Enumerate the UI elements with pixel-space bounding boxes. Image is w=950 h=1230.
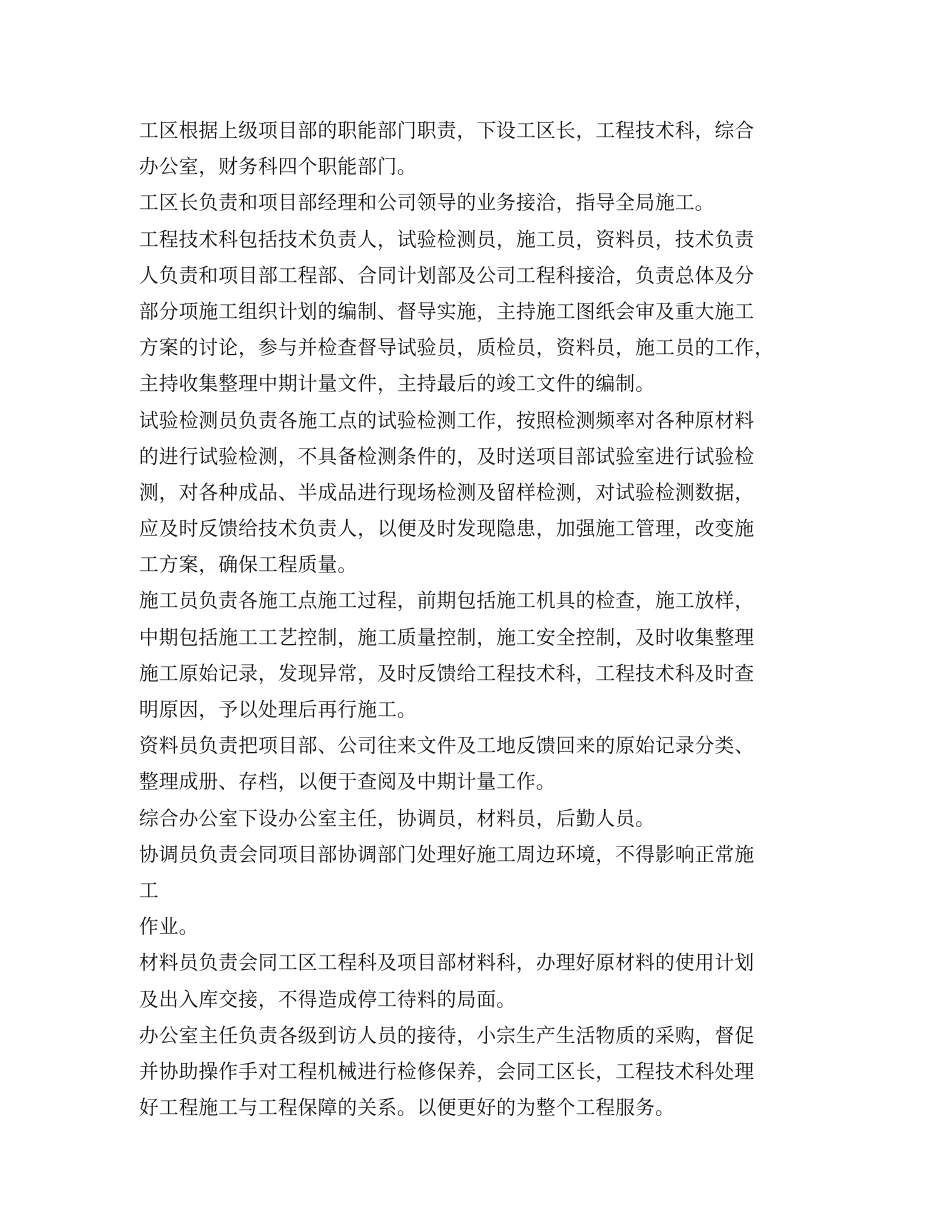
text-line: 并协助操作手对工程机械进行检修保养，会同工区长，工程技术科处理 (139, 1059, 755, 1083)
text-line: 试验检测员负责各施工点的试验检测工作，按照检测频率对各种原材料 (139, 408, 755, 432)
text-line: 方案的讨论，参与并检查督导试验员，质检员，资料员，施工员的工作， (139, 336, 775, 360)
text-line: 工方案，确保工程质量。 (139, 553, 358, 577)
text-line: 应及时反馈给技术负责人，以便及时发现隐患，加强施工管理，改变施 (139, 517, 755, 541)
text-line: 部分项施工组织计划的编制、督导实施，主持施工图纸会审及重大施工 (139, 299, 755, 323)
text-line: 办公室，财务科四个职能部门。 (139, 155, 417, 179)
text-line: 主持收集整理中期计量文件，主持最后的竣工文件的编制。 (139, 372, 656, 396)
text-line: 中期包括施工工艺控制，施工质量控制，施工安全控制，及时收集整理 (139, 625, 755, 649)
text-line: 的进行试验检测，不具备检测条件的，及时送项目部试验室进行试验检 (139, 444, 755, 468)
text-line: 协调员负责会同项目部协调部门处理好施工周边环境，不得影响正常施 (139, 842, 755, 866)
text-line: 工区根据上级项目部的职能部门职责，下设工区长，工程技术科，综合 (139, 119, 755, 142)
text-line: 施工原始记录，发现异常，及时反馈给工程技术科，工程技术科及时查 (139, 661, 755, 685)
text-line: 材料员负责会同工区工程科及项目部材料科，办理好原材料的使用计划 (139, 951, 755, 975)
text-line: 工 (139, 878, 159, 902)
text-line: 工区长负责和项目部经理和公司领导的业务接洽，指导全局施工。 (139, 191, 715, 215)
text-line: 及出入库交接，不得造成停工待料的局面。 (139, 987, 517, 1011)
text-line: 好工程施工与工程保障的关系。以便更好的为整个工程服务。 (139, 1096, 675, 1120)
document-body (139, 113, 819, 1126)
text-line: 整理成册、存档，以便于查阅及中期计量工作。 (139, 770, 556, 794)
text-line: 人负责和项目部工程部、合同计划部及公司工程科接洽，负责总体及分 (139, 263, 755, 287)
text-line: 工程技术科包括技术负责人，试验检测员，施工员，资料员，技术负责 (139, 227, 755, 251)
text-line: 办公室主任负责各级到访人员的接待，小宗生产生活物质的采购，督促 (139, 1023, 755, 1047)
text-line: 作业。 (139, 915, 199, 939)
text-line: 测，对各种成品、半成品进行现场检测及留样检测，对试验检测数据， (139, 480, 755, 504)
text-line: 施工员负责各施工点施工过程，前期包括施工机具的检查，施工放样， (139, 589, 755, 613)
text-line: 综合办公室下设办公室主任，协调员，材料员，后勤人员。 (139, 806, 656, 830)
text-line: 资料员负责把项目部、公司往来文件及工地反馈回来的原始记录分类、 (139, 734, 755, 758)
text-line: 明原因，予以处理后再行施工。 (139, 698, 417, 721)
